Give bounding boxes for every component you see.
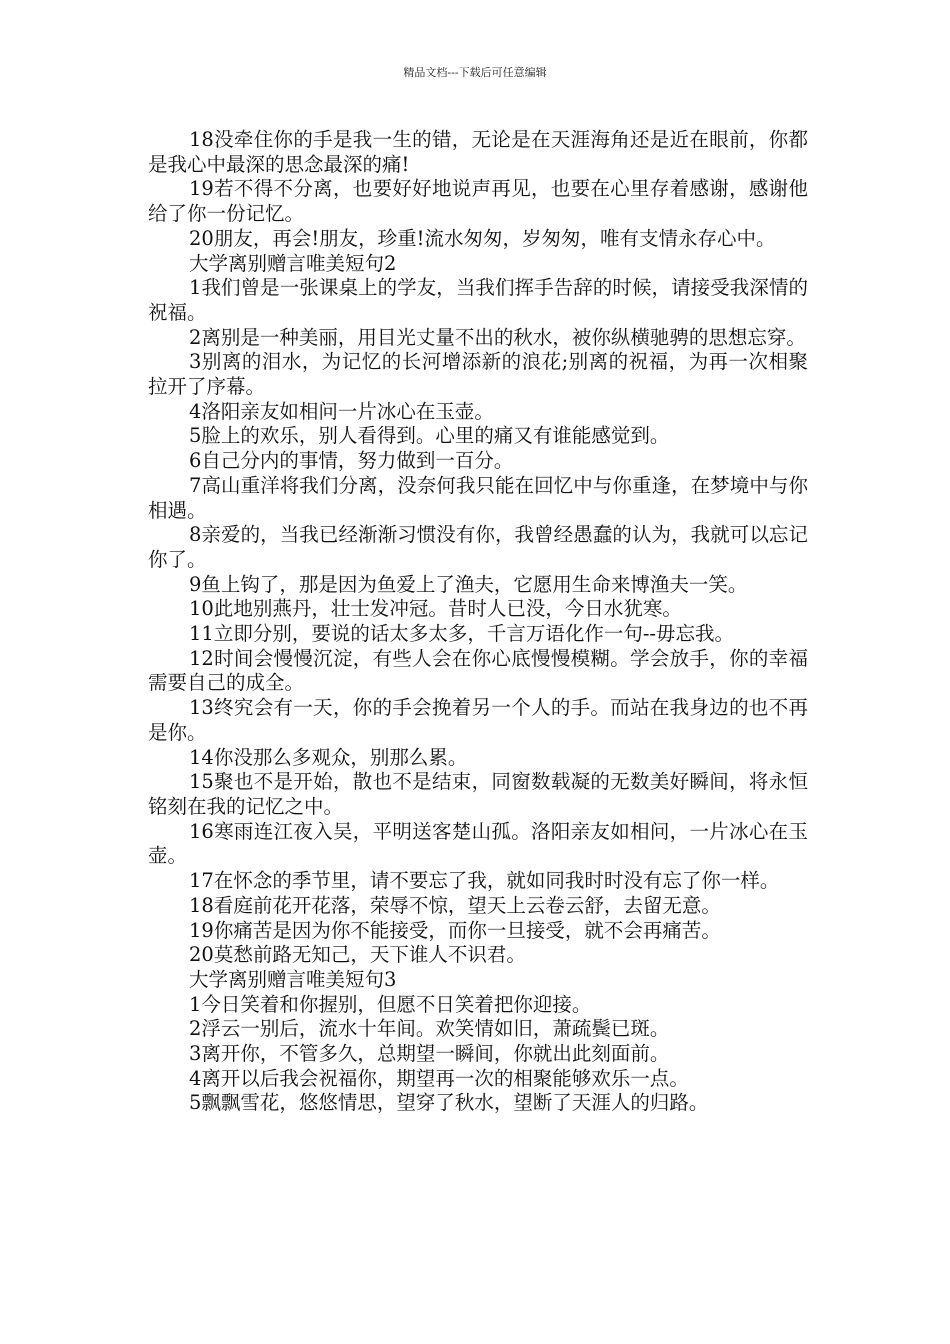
- paragraph: 20莫愁前路无知己，天下谁人不识君。: [189, 943, 526, 967]
- paragraph: 18没牵住你的手是我一生的错，无论是在天涯海角还是近在眼前，你都是我心中最深的思念最深的痛!: [148, 128, 808, 176]
- paragraph: 9鱼上钩了，那是因为鱼爱上了渔夫，它愿用生命来博渔夫一笑。: [189, 572, 748, 596]
- page-header: 精品文档---下载后可任意编辑: [403, 66, 547, 79]
- paragraph: 19你痛苦是因为你不能接受，而你一旦接受，就不会再痛苦。: [189, 918, 721, 942]
- paragraph: 18看庭前花开花落，荣辱不惊，望天上云卷云舒，去留无意。: [189, 893, 721, 917]
- paragraph: 1今日笑着和你握别，但愿不日笑着把你迎接。: [189, 992, 592, 1016]
- paragraph: 19若不得不分离，也要好好地说声再见，也要在心里存着感谢，感谢他给了你一份记忆。: [148, 177, 808, 226]
- paragraph: 3别离的泪水，为记忆的长河增添新的浪花;别离的祝福，为再一次相聚拉开了序幕。: [148, 350, 808, 399]
- paragraph: 2浮云一别后，流水十年间。欢笑情如旧，萧疏鬓已斑。: [189, 1017, 670, 1041]
- section-heading: 大学离别赠言唯美短句3: [189, 967, 397, 991]
- paragraph: 5脸上的欢乐，别人看得到。心里的痛又有谁能感觉到。: [189, 424, 670, 448]
- paragraph: 6自己分内的事情，努力做到一百分。: [189, 449, 514, 473]
- paragraph: 13终究会有一天，你的手会挽着另一个人的手。而站在我身边的也不再是你。: [148, 696, 808, 744]
- paragraph: 16寒雨连江夜入吴，平明送客楚山孤。洛阳亲友如相问，一片冰心在玉壶。: [148, 819, 808, 868]
- document-body: [148, 128, 808, 1116]
- paragraph: 7高山重洋将我们分离，没奈何我只能在回忆中与你重逢，在梦境中与你相遇。: [148, 473, 808, 522]
- paragraph: 10此地别燕丹，壮士发冲冠。昔时人已没，今日水犹寒。: [189, 597, 682, 621]
- paragraph: 14你没那么多观众，别那么累。: [189, 745, 468, 769]
- paragraph: 8亲爱的，当我已经渐渐习惯没有你，我曾经愚蠢的认为，我就可以忘记你了。: [148, 523, 808, 571]
- paragraph: 2离别是一种美丽，用目光丈量不出的秋水，被你纵横驰骋的思想忘穿。: [189, 325, 806, 349]
- paragraph: 12时间会慢慢沉淀，有些人会在你心底慢慢模糊。学会放手，你的幸福需要自己的成全。: [148, 646, 808, 695]
- paragraph: 20朋友，再会!朋友，珍重!流水匆匆，岁匆匆，唯有支情永存心中。: [189, 226, 776, 250]
- paragraph: 5飘飘雪花，悠悠情思，望穿了秋水，望断了天涯人的归路。: [189, 1091, 709, 1115]
- paragraph: 4洛阳亲友如相问一片冰心在玉壶。: [189, 399, 494, 423]
- paragraph: 4离开以后我会祝福你，期望再一次的相聚能够欢乐一点。: [189, 1066, 689, 1090]
- paragraph: 1我们曾是一张课桌上的学友，当我们挥手告辞的时候，请接受我深情的祝福。: [148, 276, 808, 324]
- paragraph: 3离开你，不管多久，总期望一瞬间，你就出此刻面前。: [189, 1042, 670, 1066]
- paragraph: 17在怀念的季节里，请不要忘了我，就如同我时时没有忘了你一样。: [189, 869, 780, 893]
- paragraph: 11立即分别，要说的话太多太多，千言万语化作一句--毋忘我。: [189, 622, 734, 646]
- paragraph: 15聚也不是开始，散也不是结束，同窗数载凝的无数美好瞬间，将永恒铭刻在我的记忆之中。: [148, 770, 808, 818]
- section-heading: 大学离别赠言唯美短句2: [189, 251, 397, 275]
